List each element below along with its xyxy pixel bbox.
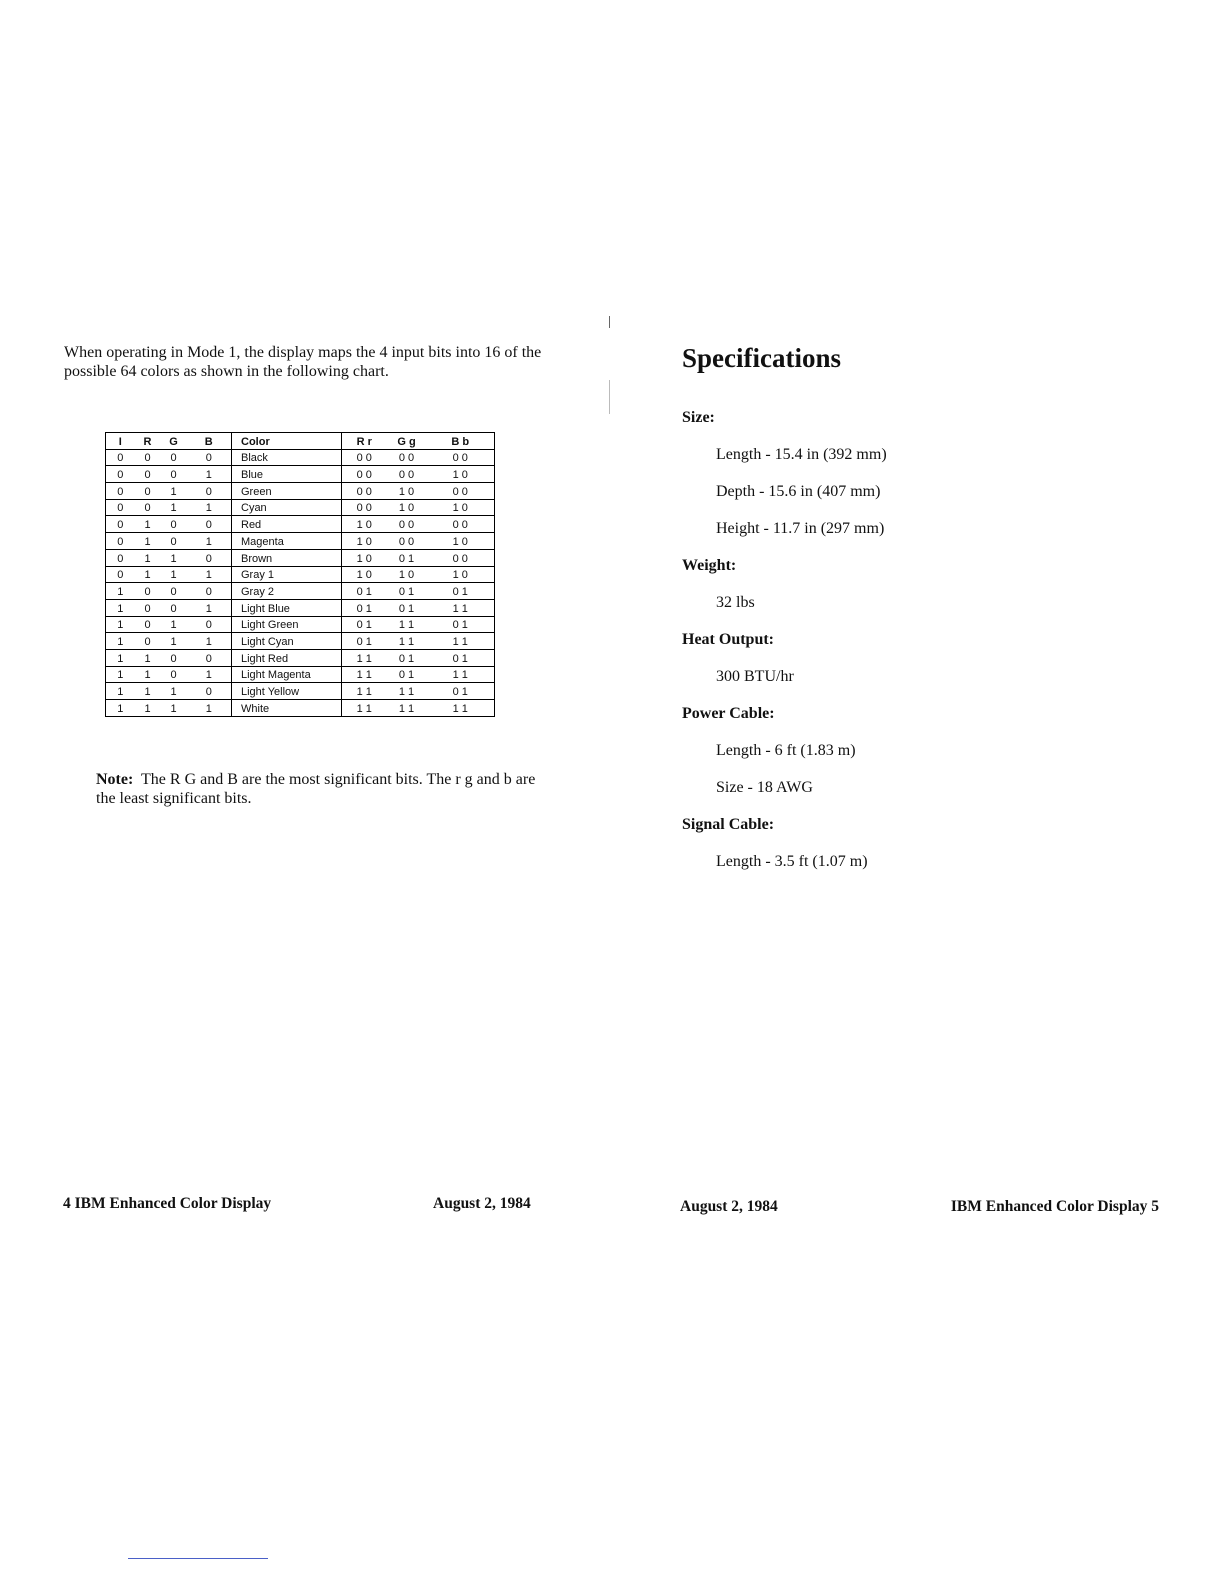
spec-value: Length - 3.5 ft (1.07 m) [716,853,868,870]
footer-title-right: IBM Enhanced Color Display 5 [950,1198,1159,1215]
cell-rr: 1 0 [342,566,387,583]
cell-r: 0 [135,583,161,600]
cell-b: 1 [187,666,232,683]
cell-b: 0 [187,583,232,600]
cell-color: Light Blue [232,599,342,616]
cell-gg: 0 1 [387,649,427,666]
cell-color: Cyan [232,499,342,516]
cell-gg: 0 0 [387,466,427,483]
cell-i: 0 [106,549,135,566]
cell-r: 1 [135,700,161,717]
cell-g: 1 [161,499,187,516]
cell-rr: 1 1 [342,666,387,683]
cell-b: 0 [187,449,232,466]
cell-g: 1 [161,566,187,583]
cell-i: 0 [106,566,135,583]
cell-bb: 0 1 [427,683,495,700]
cell-r: 0 [135,449,161,466]
cell-r: 0 [135,616,161,633]
cell-i: 0 [106,483,135,500]
cell-bb: 0 1 [427,649,495,666]
cell-color: Magenta [232,533,342,550]
cell-color: Blue [232,466,342,483]
cell-rr: 1 0 [342,533,387,550]
cell-bb: 1 0 [427,566,495,583]
cell-r: 1 [135,666,161,683]
cell-g: 1 [161,683,187,700]
spec-value: 32 lbs [716,594,755,611]
spec-heading: Heat Output: [682,631,774,648]
cell-gg: 0 0 [387,533,427,550]
spec-value: Size - 18 AWG [716,779,813,796]
table-row [106,483,495,500]
cell-g: 0 [161,599,187,616]
cell-i: 1 [106,583,135,600]
cell-g: 0 [161,516,187,533]
cell-r: 1 [135,683,161,700]
cell-b: 0 [187,649,232,666]
cell-bb: 1 0 [427,533,495,550]
cell-gg: 1 1 [387,616,427,633]
table-row [106,700,495,717]
cell-rr: 0 0 [342,499,387,516]
cell-bb: 1 1 [427,666,495,683]
cell-rr: 1 1 [342,700,387,717]
cell-bb: 0 0 [427,549,495,566]
cell-rr: 0 1 [342,599,387,616]
gutter-mark [609,316,610,328]
cell-r: 1 [135,566,161,583]
cell-bb: 1 0 [427,499,495,516]
cell-b: 1 [187,466,232,483]
cell-r: 1 [135,549,161,566]
cell-gg: 1 0 [387,499,427,516]
intro-paragraph: When operating in Mode 1, the display maps the 4 input bits into 16 of the possible 64 colors as shown in the following chart. [64,344,542,380]
note-text: The R G and B are the most significant bits. The r g and b are the least significant bits. [96,771,536,807]
cell-b: 1 [187,599,232,616]
cell-g: 1 [161,483,187,500]
cell-b: 0 [187,616,232,633]
spec-heading: Signal Cable: [682,816,775,833]
cell-r: 1 [135,533,161,550]
cell-bb: 0 1 [427,616,495,633]
cell-i: 0 [106,499,135,516]
cell-g: 1 [161,549,187,566]
cell-i: 0 [106,449,135,466]
note-label: Note: [96,771,134,788]
spec-value: Depth - 15.6 in (407 mm) [716,483,881,500]
spec-heading: Weight: [682,557,737,574]
cell-gg: 0 0 [387,516,427,533]
header-green: G [161,433,187,450]
cell-bb: 1 1 [427,700,495,717]
cell-b: 0 [187,516,232,533]
cell-b: 1 [187,566,232,583]
header-intensity: I [106,433,135,450]
cell-color: Light Red [232,649,342,666]
cell-rr: 1 1 [342,683,387,700]
cell-color: Black [232,449,342,466]
cell-i: 0 [106,466,135,483]
cell-r: 0 [135,483,161,500]
gutter-mark [609,380,610,414]
cell-g: 1 [161,616,187,633]
header-bb: B b [427,433,495,450]
cell-bb: 0 0 [427,516,495,533]
cell-i: 1 [106,683,135,700]
cell-color: Light Cyan [232,633,342,650]
cell-b: 0 [187,683,232,700]
footer-title-left: 4 IBM Enhanced Color Display [63,1195,272,1212]
cell-b: 0 [187,549,232,566]
cell-g: 0 [161,533,187,550]
table-row [106,633,495,650]
cell-r: 1 [135,649,161,666]
cell-gg: 1 1 [387,633,427,650]
table-row [106,683,495,700]
spec-value: 300 BTU/hr [716,668,794,685]
table-row [106,533,495,550]
cell-rr: 1 0 [342,516,387,533]
cell-color: Light Green [232,616,342,633]
footer-date-right: August 2, 1984 [680,1198,778,1215]
cell-rr: 0 1 [342,583,387,600]
cell-color: Light Magenta [232,666,342,683]
cell-rr: 0 0 [342,466,387,483]
cell-g: 0 [161,583,187,600]
cell-g: 0 [161,466,187,483]
spec-value: Length - 6 ft (1.83 m) [716,742,856,759]
cell-gg: 0 0 [387,449,427,466]
footer-date-left: August 2, 1984 [433,1195,531,1212]
table-row [106,449,495,466]
table-row [106,566,495,583]
cell-g: 0 [161,649,187,666]
cell-i: 1 [106,666,135,683]
cell-b: 1 [187,499,232,516]
cell-gg: 1 1 [387,683,427,700]
cell-gg: 0 1 [387,583,427,600]
cell-gg: 1 1 [387,700,427,717]
cell-g: 1 [161,700,187,717]
table-row [106,499,495,516]
cell-i: 0 [106,533,135,550]
specifications-list [682,0,1182,900]
divider-line [128,1558,268,1559]
cell-gg: 0 1 [387,599,427,616]
cell-b: 0 [187,483,232,500]
cell-color: Gray 1 [232,566,342,583]
cell-bb: 1 1 [427,599,495,616]
cell-gg: 0 1 [387,549,427,566]
cell-bb: 1 1 [427,633,495,650]
table-row [106,666,495,683]
cell-color: Green [232,483,342,500]
table-body [106,449,495,716]
table-row [106,583,495,600]
cell-rr: 0 1 [342,633,387,650]
cell-b: 1 [187,633,232,650]
table-row [106,516,495,533]
table-row [106,649,495,666]
cell-g: 0 [161,666,187,683]
cell-gg: 1 0 [387,483,427,500]
cell-color: Gray 2 [232,583,342,600]
spec-heading: Size: [682,409,715,426]
cell-i: 1 [106,649,135,666]
cell-bb: 0 0 [427,483,495,500]
spec-heading: Power Cable: [682,705,775,722]
cell-rr: 0 1 [342,616,387,633]
table-row [106,599,495,616]
cell-i: 1 [106,633,135,650]
cell-r: 1 [135,516,161,533]
cell-rr: 1 1 [342,649,387,666]
cell-bb: 0 0 [427,449,495,466]
cell-color: Light Yellow [232,683,342,700]
header-color: Color [232,433,342,450]
cell-b: 1 [187,533,232,550]
cell-gg: 0 1 [387,666,427,683]
cell-g: 1 [161,633,187,650]
cell-bb: 0 1 [427,583,495,600]
cell-i: 1 [106,700,135,717]
cell-r: 0 [135,466,161,483]
page-title: Specifications [682,343,841,373]
spec-value: Height - 11.7 in (297 mm) [716,520,885,537]
header-gg: G g [387,433,427,450]
header-rr: R r [342,433,387,450]
header-red: R [135,433,161,450]
table-row [106,616,495,633]
cell-i: 1 [106,599,135,616]
color-mapping-table [105,432,495,717]
table-row [106,466,495,483]
cell-gg: 1 0 [387,566,427,583]
cell-r: 0 [135,499,161,516]
cell-i: 1 [106,616,135,633]
cell-rr: 1 0 [342,549,387,566]
cell-rr: 0 0 [342,483,387,500]
table-row [106,549,495,566]
header-blue: B [187,433,232,450]
spec-value: Length - 15.4 in (392 mm) [716,446,887,463]
cell-color: Brown [232,549,342,566]
cell-color: Red [232,516,342,533]
cell-g: 0 [161,449,187,466]
cell-b: 1 [187,700,232,717]
cell-bb: 1 0 [427,466,495,483]
cell-r: 0 [135,599,161,616]
table-header-row [106,433,495,450]
note-paragraph [96,770,536,808]
cell-i: 0 [106,516,135,533]
cell-color: White [232,700,342,717]
cell-r: 0 [135,633,161,650]
cell-rr: 0 0 [342,449,387,466]
